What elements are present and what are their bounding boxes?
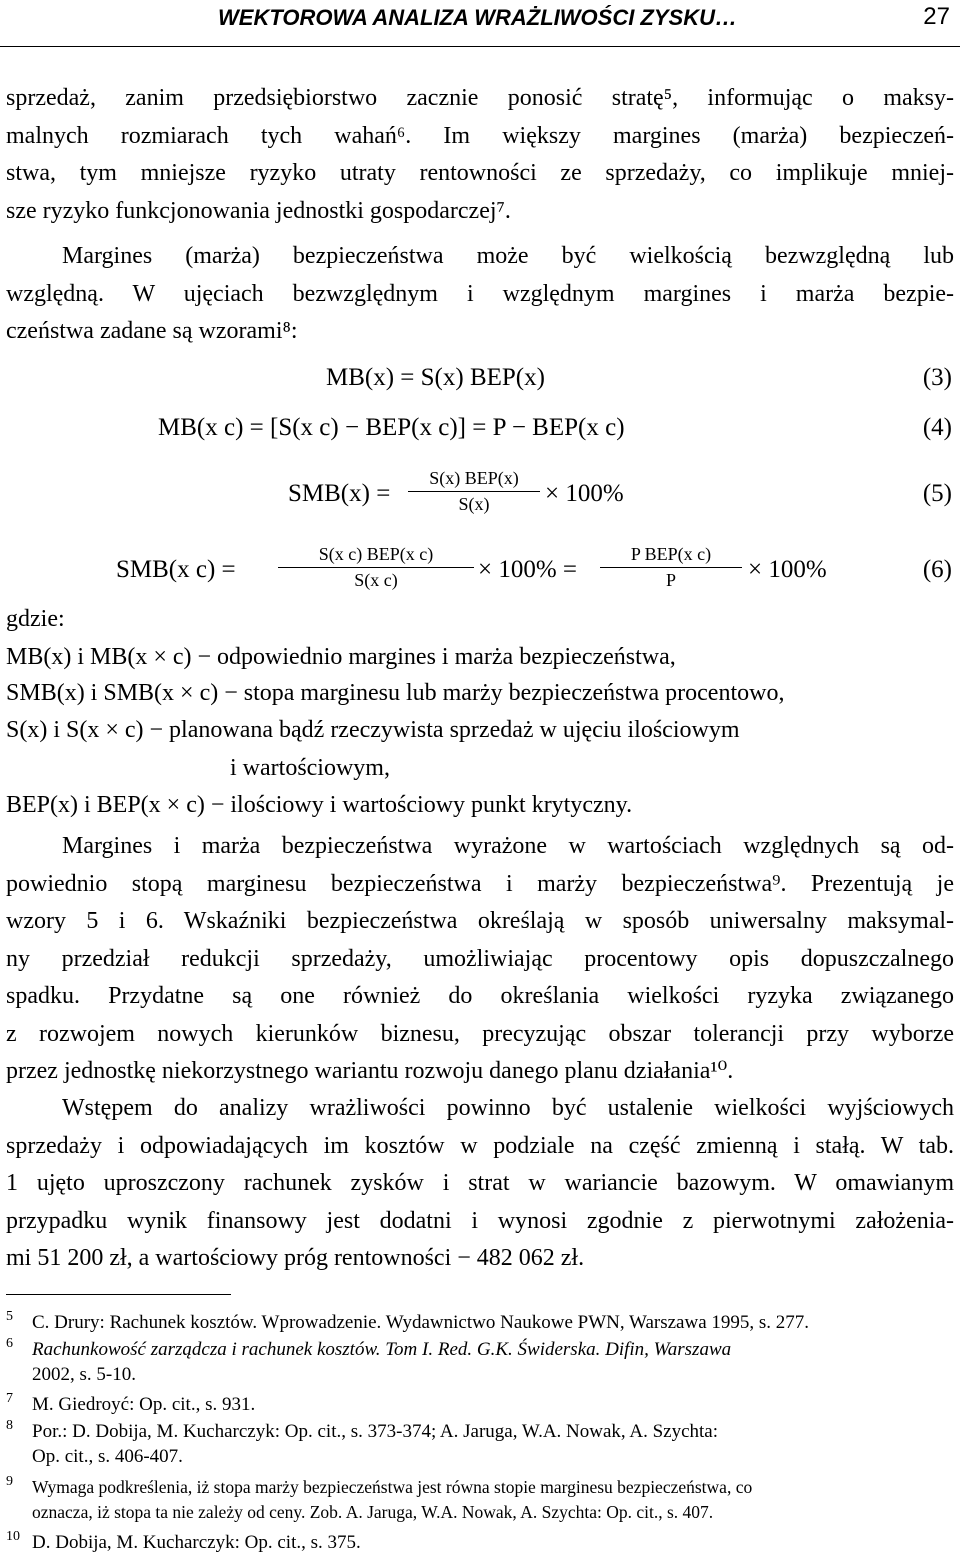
equation-number-5: (5) xyxy=(922,480,952,507)
text-line: z rozwojem nowych kierunków biznesu, precyzując obszar tolerancji przy wyborze xyxy=(6,1020,954,1047)
paragraph-2 xyxy=(6,238,954,351)
equation-number-4: (4) xyxy=(922,414,952,441)
footnote-text: M. Giedroyć: Op. cit., s. 931. xyxy=(32,1394,256,1415)
text-line: sze ryzyko funkcjonowania jednostki gospodarczej⁷. xyxy=(6,197,511,224)
footnote-number: 9 xyxy=(6,1474,13,1489)
numerator: S(x) BEP(x) xyxy=(429,468,519,488)
definition-mb: MB(x) i MB(x × c) − odpowiednio margines i marża bezpieczeństwa, xyxy=(6,644,676,670)
text-line: spadku. Przydatne są one również do określania wielkości ryzyka związanego xyxy=(6,983,954,1009)
fraction-bar xyxy=(278,567,474,568)
equation-3: MB(x) = S(x) BEP(x) xyxy=(326,364,545,391)
fraction-bar xyxy=(600,567,742,568)
equation-number-6: (6) xyxy=(922,556,952,583)
equation-number-3: (3) xyxy=(922,364,952,391)
text-line: mi 51 200 zł, a wartościowy próg rentowności − 482 062 zł. xyxy=(6,1245,585,1271)
text-line: sprzedaż, zanim przedsiębiorstwo zacznie ponosić stratę⁵, informując o maksy- xyxy=(6,85,954,111)
equation-5-rhs: × 100% xyxy=(545,480,624,507)
denominator: P xyxy=(665,570,676,590)
paragraph-3 xyxy=(6,828,954,1091)
text-line: Wstępem do analizy wrażliwości powinno być ustalenie wielkości wyjściowych xyxy=(62,1095,954,1121)
page-number: 27 xyxy=(923,3,950,30)
denominator: S(x c) xyxy=(354,570,398,590)
footnote-text: D. Dobija, M. Kucharczyk: Op. cit., s. 375. xyxy=(32,1532,361,1553)
running-header xyxy=(0,0,960,47)
equation-4: MB(x c) = [S(x c) − BEP(x c)] = P − BEP(x c) xyxy=(158,414,625,441)
text-line: względną. W ujęciach bezwzględnym i względnym margines i marża bezpie- xyxy=(6,280,954,307)
footnote-number: 7 xyxy=(6,1391,13,1406)
footnote-separator xyxy=(6,1294,231,1295)
text-line: ny przedział redukcji sprzedaży, umożliwiając procentowy opis dopuszczalnego xyxy=(6,945,954,972)
text-line: malnych rozmiarach tych wahań⁶. Im większy margines (marża) bezpieczeń- xyxy=(6,122,954,149)
numerator: P BEP(x c) xyxy=(630,544,712,564)
equation-6-lhs: SMB(x c) = xyxy=(116,556,236,583)
footnote-text: Por.: D. Dobija, M. Kucharczyk: Op. cit., s. 373-374; A. Jaruga, W.A. Nowak, A. Szychta: xyxy=(32,1421,719,1442)
equation-6-middle: × 100% = xyxy=(478,556,578,583)
footnote-number: 5 xyxy=(6,1309,13,1324)
equation-6-fraction-1 xyxy=(278,544,474,591)
text-line: Margines (marża) bezpieczeństwa może być wielkością bezwzględną lub xyxy=(62,243,954,269)
text-line: sprzedaży i odpowiadających im kosztów w podziale na część zmienną i stałą. W tab. xyxy=(6,1132,954,1159)
equation-6-fraction-2 xyxy=(600,544,742,591)
footnote-number: 6 xyxy=(6,1336,13,1351)
text-line: czeństwa zadane są wzorami⁸: xyxy=(6,318,298,344)
where-label: gdzie: xyxy=(6,606,65,632)
definition-s: S(x) i S(x × c) − planowana bądź rzeczywista sprzedaż w ujęciu ilościowym xyxy=(6,717,740,743)
running-header-title: WEKTOROWA ANALIZA WRAŻLIWOŚCI ZYSKU… xyxy=(218,5,737,30)
text-line: powiednio stopą marginesu bezpieczeństwa i marży bezpieczeństwa⁹. Prezentują je xyxy=(6,870,954,897)
footnote-text: Wymaga podkreślenia, iż stopa marży bezpieczeństwa jest równa stopie marginesu bezpieczeństwa, co xyxy=(32,1477,753,1497)
text-line: przez jednostkę niekorzystnego wariantu rozwoju danego planu działania¹⁰. xyxy=(6,1058,734,1084)
equation-6-rhs: × 100% xyxy=(748,556,827,583)
definition-smb: SMB(x) i SMB(x × c) − stopa marginesu lub marży bezpieczeństwa procentowo, xyxy=(6,680,785,706)
text-line: 1 ujęto uproszczony rachunek zysków i strat w wariancie bazowym. W omawianym xyxy=(6,1170,954,1196)
equation-5-lhs: SMB(x) = xyxy=(288,480,391,507)
text-line: Margines i marża bezpieczeństwa wyrażone w wartościach względnych są od- xyxy=(62,833,954,859)
definition-bep: BEP(x) i BEP(x × c) − ilościowy i wartościowy punkt krytyczny. xyxy=(6,792,633,818)
footnote-number: 8 xyxy=(6,1418,13,1433)
paragraph-4 xyxy=(6,1090,954,1278)
numerator: S(x c) BEP(x c) xyxy=(318,544,434,564)
footnote-text: C. Drury: Rachunek kosztów. Wprowadzenie. Wydawnictwo Naukowe PWN, Warszawa 1995, s. 277. xyxy=(32,1312,810,1333)
denominator: S(x) xyxy=(458,494,490,514)
text-line: wzory 5 i 6. Wskaźniki bezpieczeństwa określają w sposób uniwersalny maksymal- xyxy=(6,908,954,934)
equation-5-fraction xyxy=(408,468,540,515)
footnote-text: oznacza, iż stopa ta nie zależy od ceny. Zob. A. Jaruga, W.A. Nowak, A. Szychta: Op. cit., s. 407. xyxy=(32,1502,714,1522)
paragraph-1 xyxy=(6,80,954,230)
definition-s-continued: i wartościowym, xyxy=(230,755,390,781)
footnote-text: Rachunkowość zarządcza i rachunek kosztów. Tom I. Red. G.K. Świderska. Difin, Warszawa xyxy=(32,1339,732,1360)
text-line: stwa, tym mniejsze ryzyko utraty rentowności ze sprzedaży, co implikuje mniej- xyxy=(6,160,954,186)
footnote-text: 2002, s. 5-10. xyxy=(32,1364,136,1385)
footnote-number: 10 xyxy=(6,1529,20,1544)
fraction-bar xyxy=(408,491,540,492)
text-line: przypadku wynik finansowy jest dodatni i wynosi zgodnie z pierwotnymi założenia- xyxy=(6,1207,954,1234)
footnote-text: Op. cit., s. 406-407. xyxy=(32,1446,183,1467)
